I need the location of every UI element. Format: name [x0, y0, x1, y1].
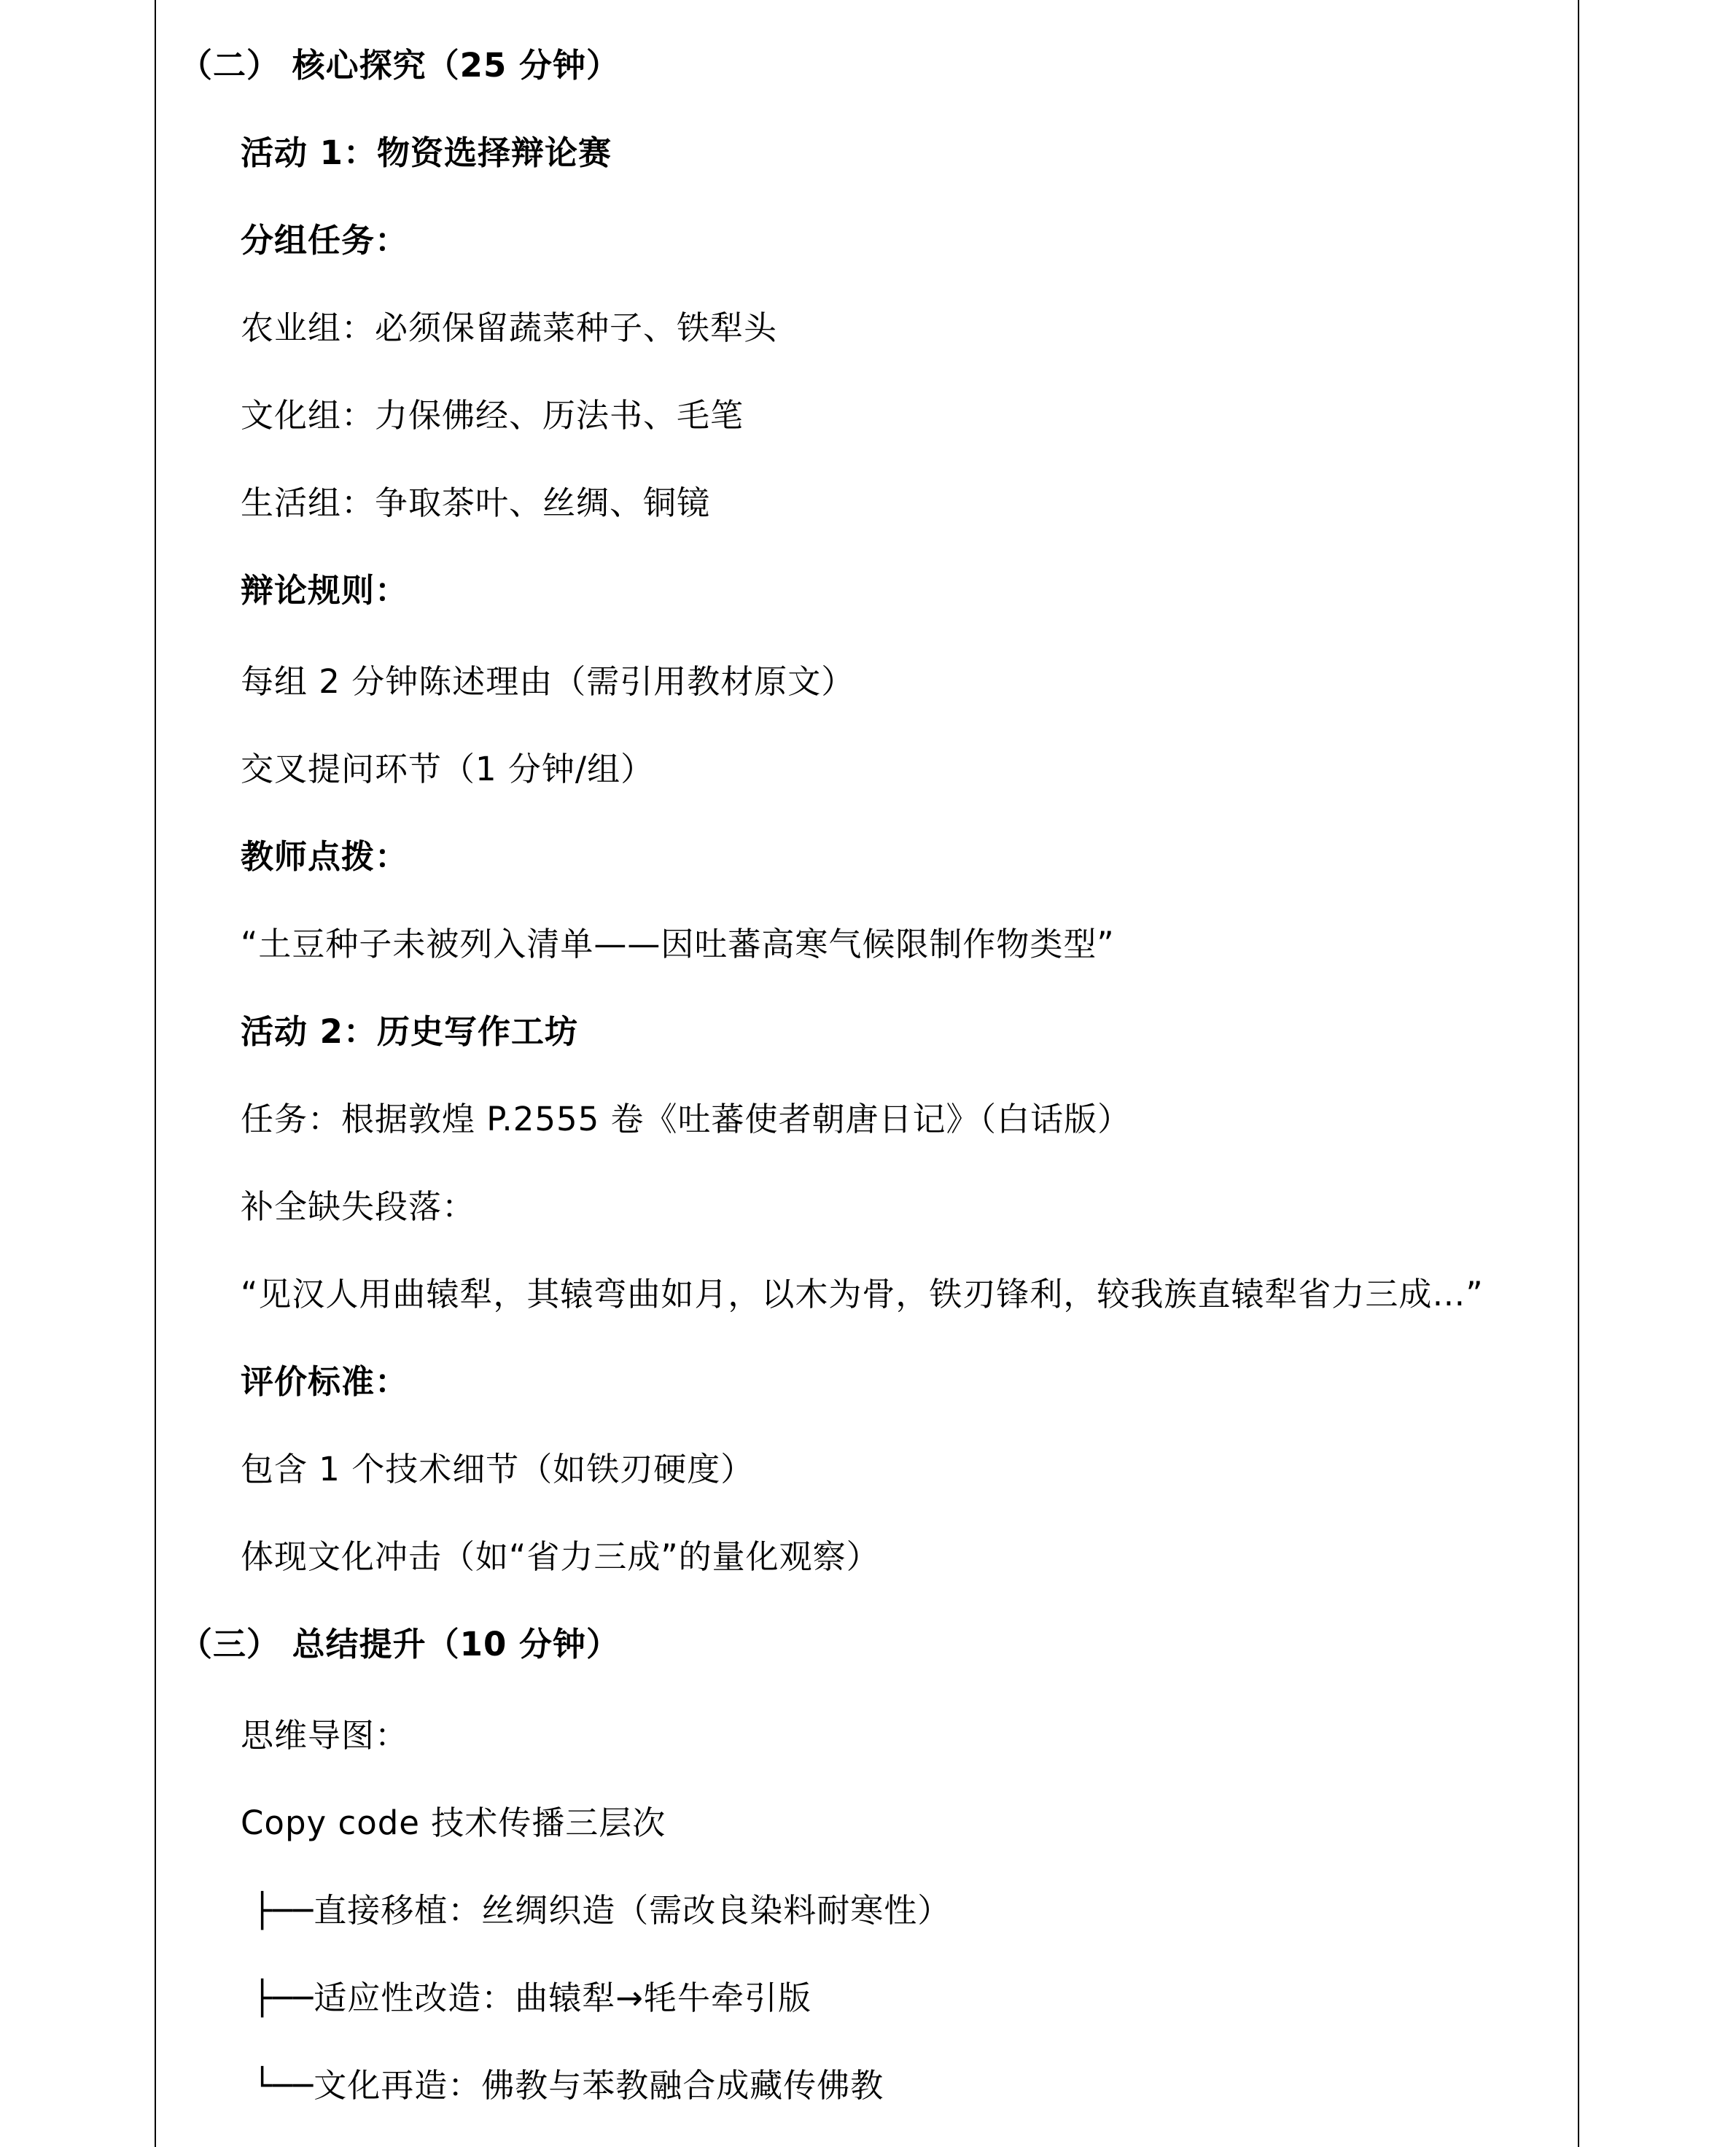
- page-border-left: [155, 0, 156, 2147]
- rule-2: 交叉提问环节（1 分钟/组）: [241, 750, 655, 788]
- activity-2-title: 活动 2：历史写作工坊: [241, 1012, 578, 1051]
- culture-group: 文化组：力保佛经、历法书、毛笔: [241, 396, 744, 435]
- activity-1-title: 活动 1：物资选择辩论赛: [241, 133, 612, 172]
- mind-map-root: Copy code 技术传播三层次: [241, 1804, 666, 1842]
- teacher-guidance-quote: “土豆种子未被列入清单——因吐蕃高寒气候限制作物类型”: [241, 925, 1115, 963]
- section-3-heading: （三） 总结提升（10 分钟）: [179, 1625, 620, 1663]
- mind-map-label: 思维导图：: [241, 1716, 409, 1755]
- evaluation-criteria-label: 评价标准：: [241, 1362, 409, 1401]
- life-group: 生活组：争取茶叶、丝绸、铜镜: [241, 484, 711, 522]
- agriculture-group: 农业组：必须保留蔬菜种子、铁犁头: [241, 308, 778, 347]
- debate-rules-label: 辩论规则：: [241, 571, 409, 610]
- criterion-1: 包含 1 个技术细节（如铁刃硬度）: [241, 1450, 755, 1488]
- rule-1: 每组 2 分钟陈述理由（需引用教材原文）: [241, 662, 855, 701]
- mind-map-branch-1: ├──直接移植：丝绸织造（需改良染料耐寒性）: [252, 1891, 951, 1930]
- mind-map-branch-2: ├──适应性改造：曲辕犁→牦牛牵引版: [252, 1979, 811, 2017]
- page-border-right: [1578, 0, 1579, 2147]
- diary-quote: “见汉人用曲辕犁，其辕弯曲如月，以木为骨，铁刃锋利，较我族直辕犁省力三成…”: [241, 1275, 1484, 1313]
- fill-missing-paragraph: 补全缺失段落：: [241, 1187, 476, 1226]
- criterion-2: 体现文化冲击（如“省力三成”的量化观察）: [241, 1537, 880, 1576]
- mind-map-branch-3: └──文化再造：佛教与苯教融合成藏传佛教: [252, 2066, 884, 2105]
- teacher-guidance-label: 教师点拨：: [241, 837, 409, 876]
- task-description: 任务：根据敦煌 P.2555 卷《吐蕃使者朝唐日记》（白话版）: [241, 1100, 1132, 1138]
- group-tasks-label: 分组任务：: [241, 221, 409, 260]
- section-2-heading: （二） 核心探究（25 分钟）: [179, 46, 620, 85]
